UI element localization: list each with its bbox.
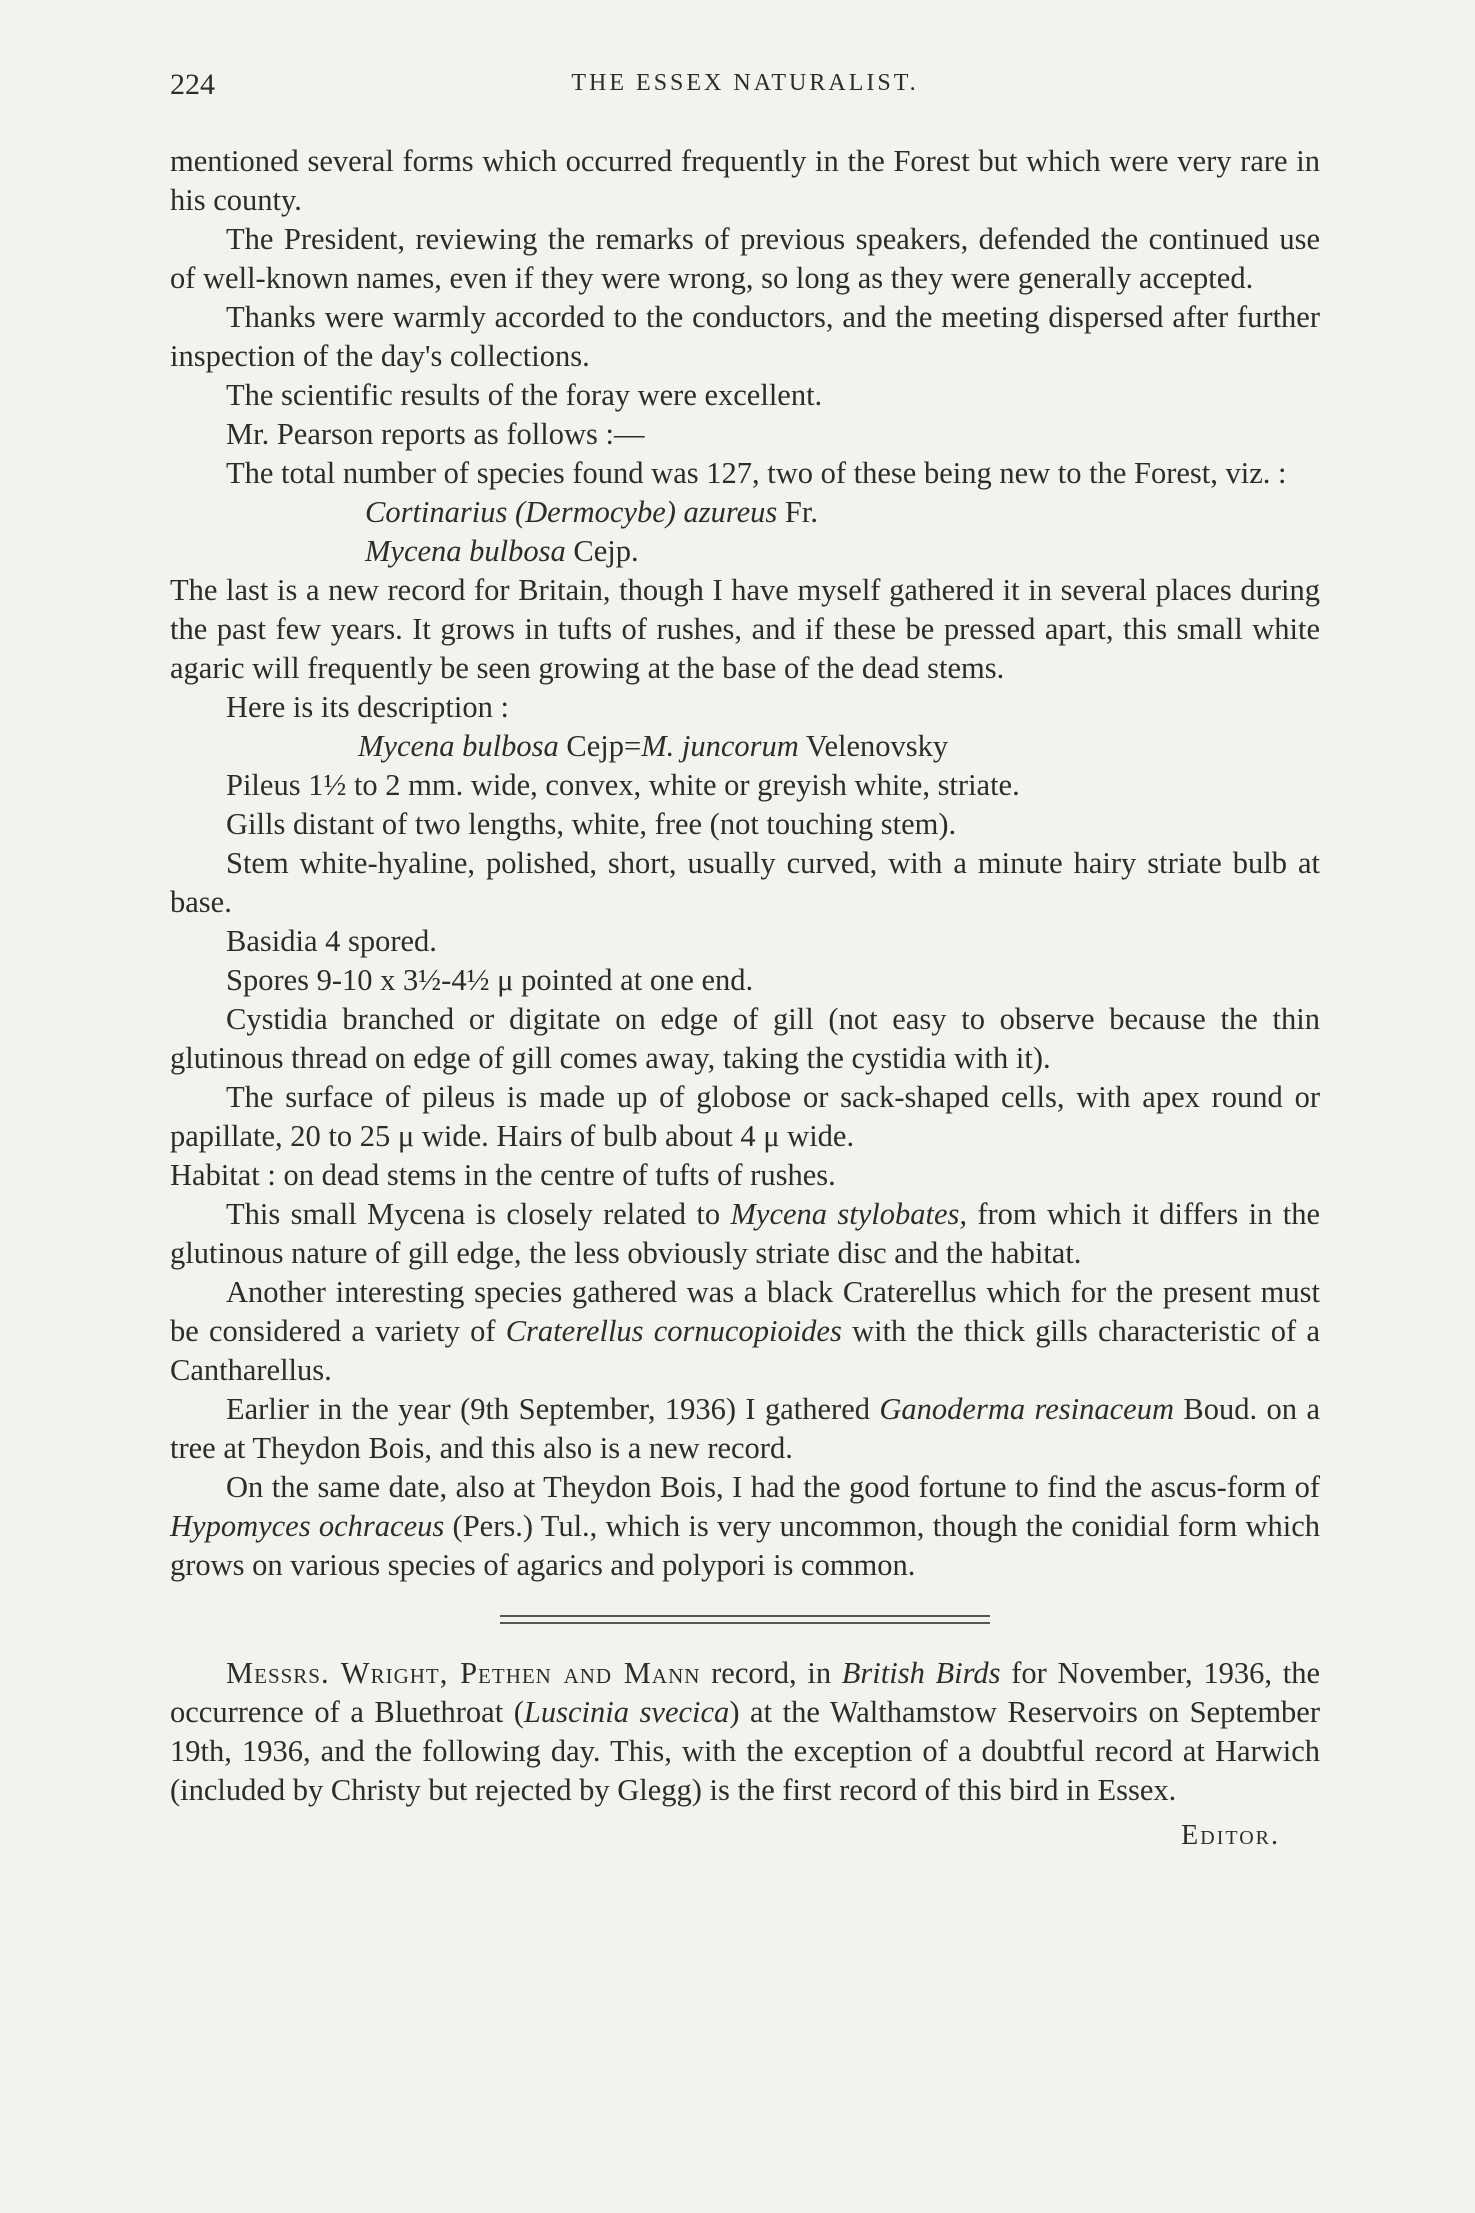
text-run: Boud. on a tree at Theydon Bois, and this also is a new record. bbox=[170, 1392, 1320, 1465]
article-body bbox=[170, 142, 1320, 1585]
description-cystidia: Cystidia branched or digitate on edge of gill (not easy to observe because the thin glutinous thread on edge of gill comes away, taking the cystidia with it). bbox=[170, 1002, 1320, 1075]
text-run: for November, 1936, the occurrence of a Bluethroat ( bbox=[170, 1656, 1320, 1729]
paragraph bbox=[170, 1468, 1320, 1585]
journal-title: British Birds bbox=[841, 1656, 1001, 1690]
text-run: Earlier in the year (9th September, 1936) I gathered bbox=[226, 1392, 880, 1426]
text-run: from which it differs in the glutinous nature of gill edge, the less obviously striate disc and the habitat. bbox=[170, 1197, 1320, 1270]
species-entry bbox=[170, 532, 1320, 571]
species-name: Hypomyces ochraceus bbox=[170, 1509, 445, 1543]
synonym-author: Velenovsky bbox=[798, 729, 949, 763]
paragraph: Here is its description : bbox=[226, 690, 509, 724]
paragraph: Mr. Pearson reports as follows :— bbox=[226, 417, 645, 451]
species-name: Ganoderma resinaceum bbox=[879, 1392, 1174, 1426]
species-author: Fr. bbox=[784, 495, 818, 529]
text-run: (Pers.) Tul., which is very uncommon, though the conidial form which grows on various species of agarics and polypori is common. bbox=[170, 1509, 1321, 1582]
text-run: record, in bbox=[700, 1656, 842, 1690]
page-number: 224 bbox=[170, 68, 215, 101]
synonym-separator: Cejp= bbox=[558, 729, 642, 763]
paragraph: The last is a new record for Britain, though I have myself gathered it in several places during the past few years. It grows in tufts of rushes, and if these be pressed apart, this small white agaric will frequently be seen growing at the base of the dead stems. bbox=[170, 573, 1320, 685]
editor-note bbox=[170, 1654, 1320, 1855]
section-divider bbox=[500, 1615, 990, 1624]
bird-species: Luscinia svecica bbox=[523, 1695, 730, 1729]
paragraph bbox=[170, 1390, 1320, 1468]
note-paragraph bbox=[170, 1654, 1320, 1810]
editor-signature: Editor. bbox=[1181, 1820, 1280, 1851]
running-title: THE ESSEX NATURALIST. bbox=[571, 70, 919, 96]
species-name: Craterellus cornucopioides bbox=[505, 1314, 842, 1348]
paragraph bbox=[170, 1195, 1320, 1273]
description-surface: The surface of pileus is made up of globose or sack-shaped cells, with apex round or papillate, 20 to 25 μ wide. Hairs of bulb about 4 μ wide. bbox=[170, 1080, 1320, 1153]
species-author: Cejp. bbox=[573, 534, 639, 568]
description-spores: Spores 9-10 x 3½-4½ μ pointed at one end. bbox=[226, 963, 754, 997]
paragraph bbox=[170, 1273, 1320, 1390]
description-title bbox=[170, 727, 1320, 766]
species-name: Mycena bulbosa bbox=[365, 534, 566, 568]
description-basidia: Basidia 4 spored. bbox=[226, 924, 437, 958]
paragraph: The total number of species found was 127, two of these being new to the Forest, viz. : bbox=[226, 456, 1287, 490]
text-run: with the thick gills characteristic of a Cantharellus. bbox=[170, 1314, 1320, 1387]
text-run: On the same date, also at Theydon Bois, I had the good fortune to find the ascus-form of bbox=[226, 1470, 1320, 1504]
species-name: Mycena bulbosa bbox=[358, 729, 559, 763]
paragraph: The scientific results of the foray were excellent. bbox=[226, 378, 823, 412]
paragraph: The President, reviewing the remarks of previous speakers, defended the continued use of well-known names, even if they were wrong, so long as they were generally accepted. bbox=[170, 222, 1320, 295]
page-content bbox=[170, 60, 1320, 1855]
synonym-name: M. juncorum bbox=[641, 729, 799, 763]
species-name: Mycena stylobates, bbox=[730, 1197, 967, 1231]
text-run: This small Mycena is closely related to bbox=[226, 1197, 731, 1231]
paragraph: Thanks were warmly accorded to the conductors, and the meeting dispersed after further inspection of the day's collections. bbox=[170, 300, 1320, 373]
text-run: Another interesting species gathered was a black Craterellus which for the present must be considered a variety of bbox=[170, 1275, 1320, 1348]
text-run: ) at the Walthamstow Reservoirs on September 19th, 1936, and the following day. This, with the exception of a doubtful record at Harwich (included by Christy but rejected by Glegg) is the first record of this bird in Essex. bbox=[170, 1695, 1320, 1807]
description-stem: Stem white-hyaline, polished, short, usually curved, with a minute hairy striate bulb at base. bbox=[170, 846, 1320, 919]
species-entry bbox=[170, 493, 1320, 532]
description-gills: Gills distant of two lengths, white, free (not touching stem). bbox=[226, 807, 957, 841]
description-pileus: Pileus 1½ to 2 mm. wide, convex, white or greyish white, striate. bbox=[226, 768, 1020, 802]
running-header bbox=[170, 60, 1320, 110]
paragraph: mentioned several forms which occurred frequently in the Forest but which were very rare in his county. bbox=[170, 144, 1320, 217]
species-name: Cortinarius (Dermocybe) azureus bbox=[365, 495, 778, 529]
observer-names: Messrs. Wright, Pethen and Mann bbox=[226, 1656, 701, 1690]
description-habitat: Habitat : on dead stems in the centre of tufts of rushes. bbox=[170, 1158, 836, 1192]
